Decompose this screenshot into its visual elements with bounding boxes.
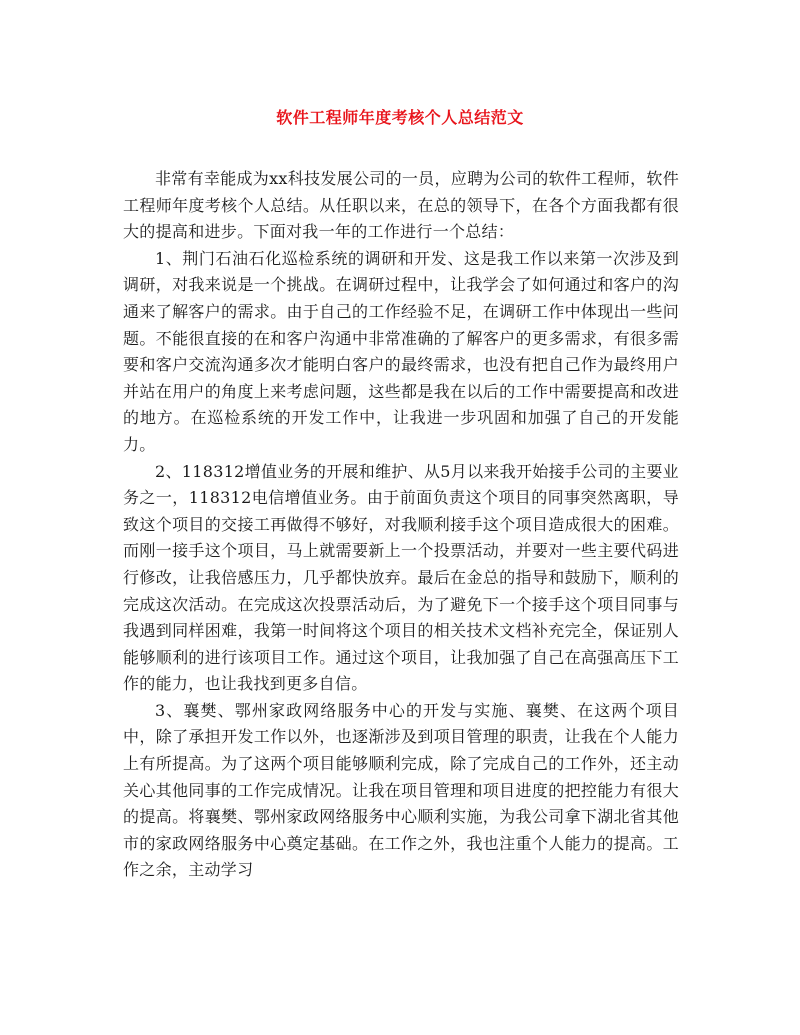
paragraph-item-1: 1、荆门石油石化巡检系统的调研和开发、这是我工作以来第一次涉及到调研，对我来说是一个挑战。在调研过程中，让我学会了如何通过和客户的沟通来了解客户的需求。由于自己的工作经验不足，在调研工作中体现出一些问题。不能很直接的在和客户沟通中非常准确的了解客户的更多需求，有很多需要和客户交流沟通多次才能明白客户的最终需求，也没有把自己作为最终用户并站在用户的角度上来考虑问题，这些都是我在以后的工作中需要提高和改进的地方。在巡检系统的开发工作中，让我进一步巩固和加强了自己的开发能力。 [123,248,679,454]
document-title: 软件工程师年度考核个人总结范文 [276,108,524,127]
paragraph-intro: 非常有幸能成为xx科技发展公司的一员，应聘为公司的软件工程师，软件工程师年度考核个人总结。从任职以来，在总的领导下，在各个方面我都有很大的提高和进步。下面对我一年的工作进行一个总结： [123,169,679,242]
paragraph-item-3: 3、襄樊、鄂州家政网络服务中心的开发与实施、襄樊、在这两个项目中，除了承担开发工作以外，也逐渐涉及到项目管理的职责，让我在个人能力上有所提高。为了这两个项目能够顺利完成，除了完成自己的工作外，还主动关心其他同事的工作完成情况。让我在项目管理和项目进度的把控能力有很大的提高。将襄樊、鄂州家政网络服务中心顺利实施，为我公司拿下湖北省其他市的家政网络服务中心奠定基础。在工作之外，我也注重个人能力的提高。工作之余，主动学习 [123,700,679,880]
paragraph-item-2: 2、118312增值业务的开展和维护、从5月以来我开始接手公司的主要业务之一，118312电信增值业务。由于前面负责这个项目的同事突然离职，导致这个项目的交接工再做得不够好，对我顺利接手这个项目造成很大的困难。而刚一接手这个项目，马上就需要新上一个投票活动，并要对一些主要代码进行修改，让我倍感压力，几乎都快放弃。最后在金总的指导和鼓励下，顺利的完成这次活动。在完成这次投票活动后，为了避免下一个接手这个项目同事与我遇到同样困难，我第一时间将这个项目的相关技术文档补充完全，保证别人能够顺利的进行该项目工作。通过这个项目，让我加强了自己在高强高压下工作的能力，也让我找到更多自信。 [123,461,679,694]
document-body [123,166,679,884]
